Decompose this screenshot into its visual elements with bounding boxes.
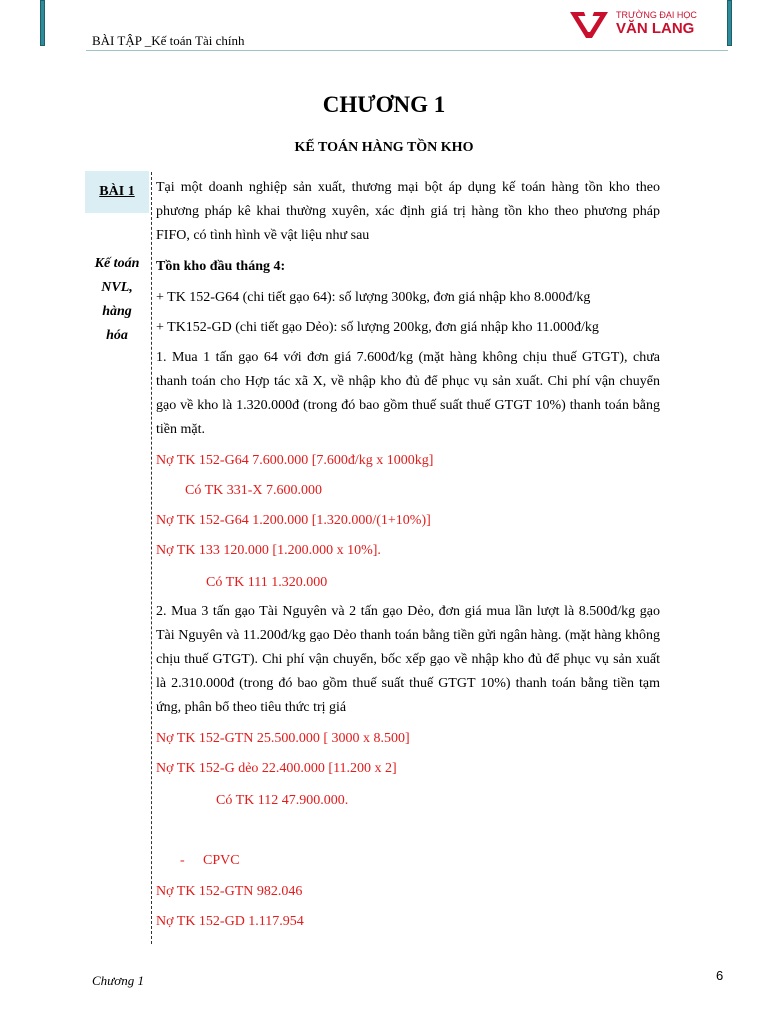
university-logo [568, 8, 697, 40]
topic-line: hóa [106, 328, 128, 343]
exercise-badge [85, 171, 149, 213]
journal-entry: Có TK 112 47.900.000. [216, 793, 349, 808]
journal-entry: Nợ TK 152-G64 7.600.000 [7.600đ/kg x 1000kg] [156, 453, 434, 468]
topic-line: Kế toán [94, 256, 140, 271]
journal-entry: Có TK 331-X 7.600.000 [185, 483, 323, 498]
column-divider [151, 172, 152, 944]
header-tab-right [727, 0, 732, 46]
logo-line2: VĂN LANG [616, 19, 695, 37]
exercise-badge-label: BÀI 1 [99, 184, 135, 199]
journal-entry: Nợ TK 152-GTN 982.046 [156, 884, 303, 899]
intro-paragraph: Tại một doanh nghiệp sản xuất, thương mại bột áp dụng kế toán hàng tồn kho theo phương pháp kê khai thường xuyên, xác định giá trị hàng tồn kho theo phương pháp FIFO, có tình hình về vật liệu như sau [156, 180, 660, 243]
page-number: 6 [716, 968, 724, 983]
transaction-2: 2. Mua 3 tấn gạo Tài Nguyên và 2 tấn gạo Dẻo, đơn giá mua lần lượt là 8.500đ/kg gạo Tài Nguyên và 11.200đ/kg gạo Dẻo thanh toán bằng tiền gửi ngân hàng. (mặt hàng không chịu thuế GTGT). Chi phí vận chuyển, bốc xếp gạo về nhập kho đủ để phục vụ sản xuất là 2.310.000đ (trong đó bao gồm thuế suất thuế GTGT 10%) thanh toán bằng tiền tạm ứng, phân bổ theo tiêu thức trị giá [156, 604, 660, 715]
topic-line: hàng [102, 304, 132, 319]
journal-entry: Nợ TK 152-G dẻo 22.400.000 [11.200 x 2] [156, 761, 397, 776]
cpvc-label: CPVC [203, 853, 240, 868]
journal-entry: Nợ TK 152-GD 1.117.954 [156, 914, 304, 929]
exercise-topic [85, 252, 149, 348]
chapter-title: CHƯƠNG 1 [322, 92, 446, 117]
journal-entry: Nợ TK 152-G64 1.200.000 [1.320.000/(1+10%)] [156, 513, 431, 528]
opening-stock-line: + TK152-GD (chi tiết gạo Dẻo): số lượng 200kg, đơn giá nhập kho 11.000đ/kg [156, 320, 599, 335]
journal-entry: Nợ TK 133 120.000 [1.200.000 x 10%]. [156, 543, 381, 558]
logo-emblem-icon [568, 8, 610, 40]
cpvc-bullet: - [180, 853, 185, 868]
journal-entry: Nợ TK 152-GTN 25.500.000 [ 3000 x 8.500] [156, 731, 410, 746]
logo-wordmark [616, 11, 697, 36]
transaction-1: 1. Mua 1 tấn gạo 64 với đơn giá 7.600đ/kg (mặt hàng không chịu thuế GTGT), chưa thanh toán cho Hợp tác xã X, về nhập kho đủ để phục vụ sản xuất. Chi phí vận chuyển gạo về kho là 1.320.000đ (trong đó bao gồm thuế suất thuế GTGT 10%) thanh toán bằng tiền mặt. [156, 350, 660, 437]
opening-stock-line: + TK 152-G64 (chi tiết gạo 64): số lượng 300kg, đơn giá nhập kho 8.000đ/kg [156, 290, 591, 305]
footer-chapter: Chương 1 [92, 973, 144, 988]
logo-line1: TRƯỜNG ĐẠI HỌC [616, 10, 697, 21]
header-tab-left [40, 0, 45, 46]
chapter-subtitle: KẾ TOÁN HÀNG TỒN KHO [294, 140, 474, 155]
topic-line: NVL, [101, 280, 133, 295]
header-divider [86, 50, 728, 51]
opening-stock-heading: Tồn kho đầu tháng 4: [156, 259, 286, 274]
header-title: BÀI TẬP _Kế toán Tài chính [92, 33, 245, 48]
journal-entry: Có TK 111 1.320.000 [206, 575, 328, 590]
